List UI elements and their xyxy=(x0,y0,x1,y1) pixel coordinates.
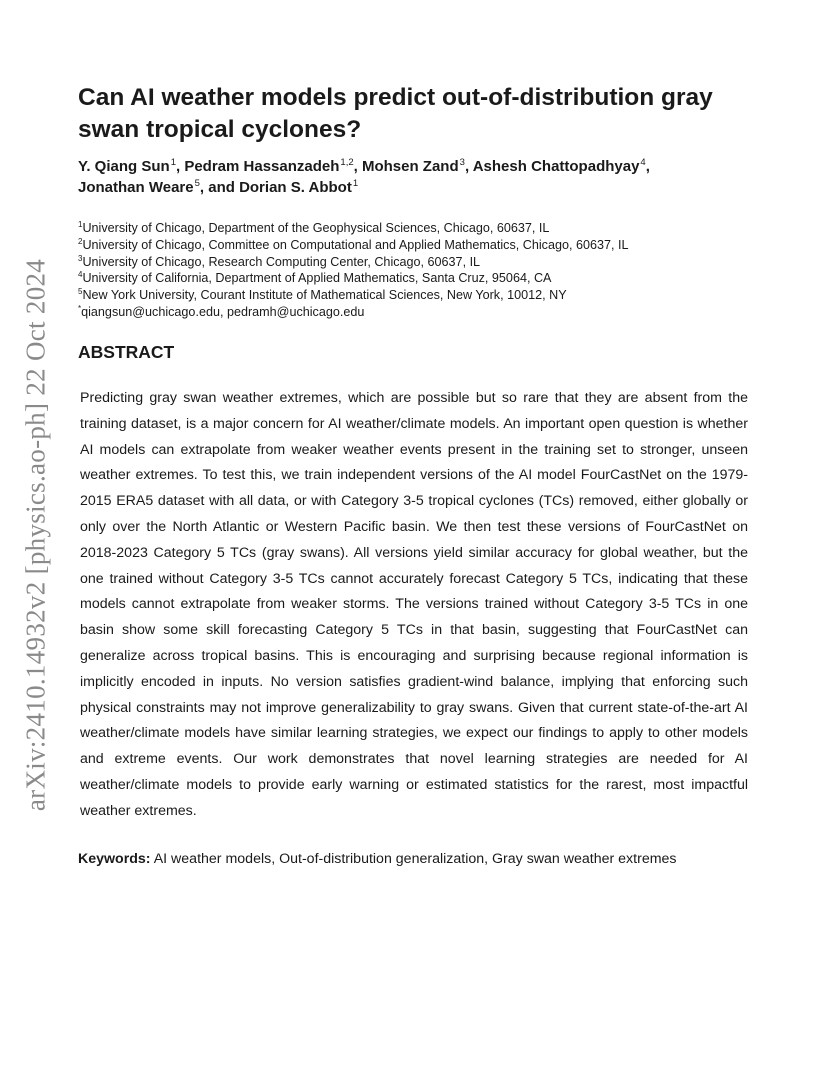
affiliation-line xyxy=(78,220,778,237)
affiliation-mark: * xyxy=(78,303,82,313)
affiliation-text: University of Chicago, Department of the Geophysical Sciences, Chicago, 60637, IL xyxy=(82,221,550,235)
affiliation-list xyxy=(78,220,778,321)
author xyxy=(78,179,200,196)
affiliation-line xyxy=(78,287,778,304)
abstract-text: Predicting gray swan weather extremes, which are possible but so rare that they are absent from the training dataset, is a major concern for AI weather/climate models. An important open question is whether AI models can extrapolate from weaker weather events present in the training set to stronger, unseen weather extremes. To test this, we train independent versions of the AI model FourCastNet on the 1979-2015 ERA5 dataset with all data, or with Category 3-5 tropical cyclones (TCs) removed, either globally or only over the North Atlantic or Western Pacific basin. We then test these versions of FourCastNet on 2018-2023 Category 5 TCs (gray swans). All versions yield similar accuracy for global weather, but the one trained without Category 3-5 TCs cannot accurately forecast Category 5 TCs, indicating that these models cannot extrapolate from weaker storms. The versions trained without Category 3-5 TCs in one basin show some skill forecasting Category 5 TCs in that basin, suggesting that FourCastNet can generalize across tropical basins. This is encouraging and surprising because regional information is implicitly encoded in inputs. No version satisfies gradient-wind balance, implying that enforcing such physical constraints may not improve generalizability to gray swans. Given that current state-of-the-art AI weather/climate models have similar learning strategies, we expect our findings to apply to other models and extreme events. Our work demonstrates that novel learning strategies are needed for AI weather/climate models to provide early warning or estimated statistics for the rarest, most impactful weather extremes. xyxy=(80,390,748,819)
author-affiliation-mark: 5 xyxy=(194,178,200,189)
author-separator: , xyxy=(464,158,473,175)
affiliation-text: University of Chicago, Committee on Computational and Applied Mathematics, Chicago, 60637, IL xyxy=(82,237,629,252)
affiliation-text: New York University, Courant Institute of Mathematical Sciences, New York, 10012, NY xyxy=(82,288,567,303)
affiliation-mark: 4 xyxy=(78,270,83,280)
author xyxy=(473,158,646,175)
keywords-label: Keywords: xyxy=(78,851,151,867)
author-separator: , xyxy=(175,158,185,175)
arxiv-identifier-stamp: arXiv:2410.14932v2 [physics.ao-ph] 22 Oct 2024 xyxy=(20,258,51,812)
affiliation-line xyxy=(78,304,778,321)
author-affiliation-mark: 1,2 xyxy=(340,157,354,168)
author-name: Pedram Hassanzadeh xyxy=(184,158,340,175)
affiliation-line xyxy=(78,254,778,271)
author-separator: , and xyxy=(199,179,240,196)
keywords-text: AI weather models, Out-of-distribution generalization, Gray swan weather extremes xyxy=(153,851,677,867)
author-list xyxy=(78,156,758,198)
affiliation-line xyxy=(78,237,778,254)
author-name: Mohsen Zand xyxy=(361,158,459,175)
author-affiliation-mark: 1 xyxy=(170,157,176,168)
author-affiliation-mark: 3 xyxy=(459,157,465,168)
author xyxy=(239,179,358,196)
affiliation-text: University of Chicago, Research Computing Center, Chicago, 60637, IL xyxy=(82,254,481,269)
affiliation-mark: 2 xyxy=(78,236,83,246)
author xyxy=(78,158,176,175)
author xyxy=(362,158,465,175)
affiliation-text: qiangsun@uchicago.edu, pedramh@uchicago.edu xyxy=(81,304,365,319)
abstract-heading: ABSTRACT xyxy=(78,342,175,362)
affiliation-mark: 5 xyxy=(78,287,83,297)
author-separator: , xyxy=(353,158,362,175)
author-affiliation-mark: 4 xyxy=(640,157,646,168)
author-name: Y. Qiang Sun xyxy=(78,158,170,175)
paper-title: Can AI weather models predict out-of-distribution gray swan tropical cyclones? xyxy=(78,84,713,143)
affiliation-line xyxy=(78,270,778,287)
author-name: Dorian S. Abbot xyxy=(239,179,352,196)
author-name: Ashesh Chattopadhyay xyxy=(472,158,640,175)
author-separator: , xyxy=(645,158,650,175)
affiliation-text: University of California, Department of Applied Mathematics, Santa Cruz, 95064, CA xyxy=(82,271,552,286)
author xyxy=(184,158,353,175)
keywords-line xyxy=(78,849,768,869)
author-affiliation-mark: 1 xyxy=(352,178,359,189)
affiliation-mark: 1 xyxy=(78,220,83,229)
affiliation-mark: 3 xyxy=(78,253,83,263)
author-name: Jonathan Weare xyxy=(78,179,194,196)
